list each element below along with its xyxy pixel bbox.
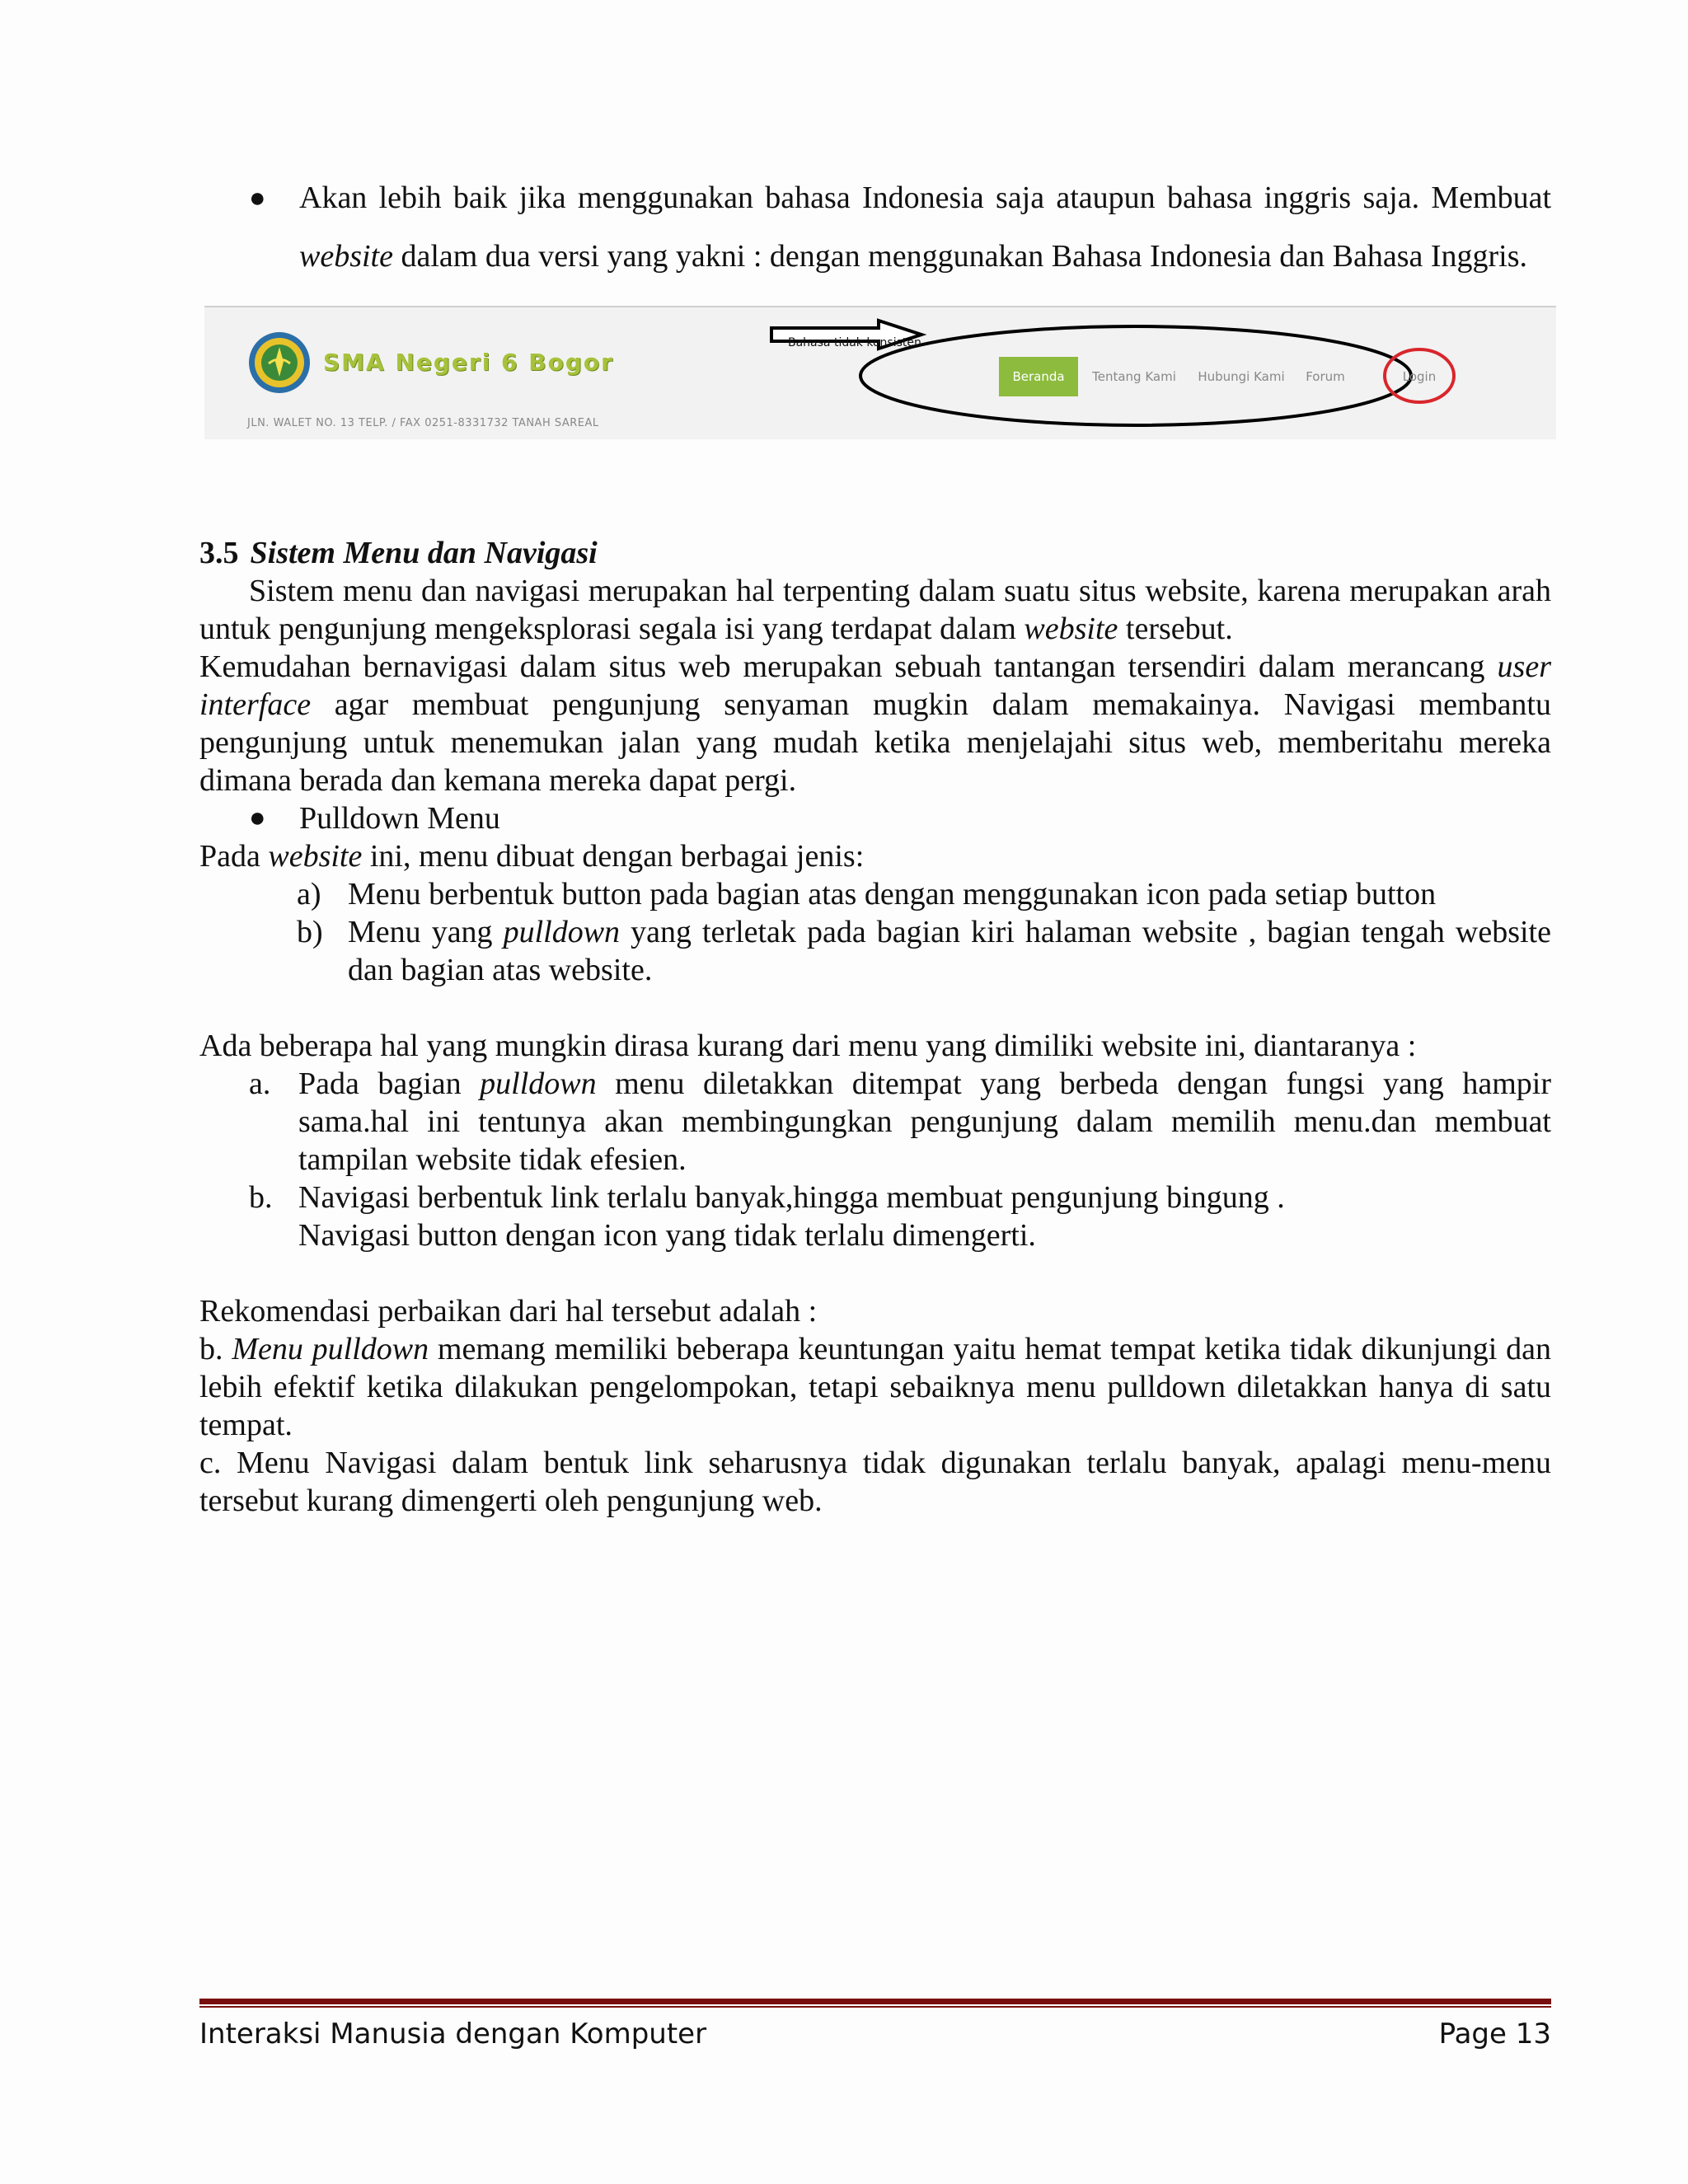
nav-tentang-kami[interactable]: Tentang Kami — [1092, 369, 1176, 384]
list-text-italic: pulldown — [503, 915, 621, 949]
paragraph-5: Rekomendasi perbaikan dari hal tersebut adalah : — [199, 1294, 818, 1329]
nav-hubungi-kami[interactable]: Hubungi Kami — [1198, 369, 1285, 384]
nav-beranda[interactable]: Beranda — [999, 357, 1078, 396]
footer-page-number: Page 13 — [1438, 2018, 1551, 2050]
list-text-a: Pada bagian — [298, 1066, 481, 1101]
section-heading — [199, 534, 1551, 572]
list-item — [199, 875, 1551, 913]
list-item — [199, 913, 1551, 989]
list-item — [199, 1065, 1551, 1179]
para6-b: Menu pulldown — [232, 1332, 429, 1366]
list-marker: b. — [249, 1180, 273, 1215]
bullet-pulldown — [199, 799, 1551, 837]
bullet-text-italic: website — [299, 239, 393, 274]
para3-a: Pada — [199, 839, 269, 874]
footer-title: Interaksi Manusia dengan Komputer — [199, 2018, 707, 2050]
annotation-label: Bahasa tidak konsisten — [788, 336, 921, 349]
bullet-text-a: Akan lebih baik jika menggunakan bahasa Indonesia saja ataupun bahasa inggris saja. Membuat — [299, 180, 1551, 215]
bullet-language — [199, 169, 1551, 286]
list-marker: b) — [297, 915, 323, 949]
section-number: 3.5 — [199, 536, 239, 570]
para3-c: ini, menu dibuat dengan berbagai jenis: — [362, 839, 865, 874]
list-item-continuation — [199, 1216, 1551, 1254]
list-marker: a. — [249, 1066, 271, 1101]
para1-c: tersebut. — [1118, 612, 1233, 646]
list-item — [199, 1179, 1551, 1216]
para2-b: user interface — [199, 649, 1551, 722]
paragraph-7: c. Menu Navigasi dalam bentuk link seharusnya tidak digunakan terlalu banyak, apalagi menu-menu tersebut kurang dimengerti oleh pengunjung web. — [199, 1446, 1551, 1518]
paragraph-2 — [199, 648, 1551, 799]
bullet-dot: ● — [249, 803, 266, 833]
footer-rule-thick — [199, 1999, 1551, 2004]
bullet-text-end: dalam dua versi yang yakni : dengan menggunakan Bahasa Indonesia dan Bahasa Inggris. — [392, 239, 1528, 274]
para2-a: Kemudahan bernavigasi dalam situs web merupakan sebuah tantangan tersendiri dalam merancang — [199, 649, 1498, 684]
para6-c: memang memiliki beberapa keuntungan yaitu hemat tempat ketika tidak dikunjungi dan lebih efektif ketika dilakukan pengelompokan, tetapi sebaiknya menu pulldown diletakkan hanya di satu tempat. — [199, 1332, 1552, 1442]
nav-forum[interactable]: Forum — [1306, 369, 1345, 384]
paragraph-4: Ada beberapa hal yang mungkin dirasa kurang dari menu yang dimiliki website ini, diantaranya : — [199, 1029, 1417, 1063]
website-header-screenshot — [204, 306, 1556, 439]
pulldown-bullet-text: Pulldown Menu — [299, 801, 500, 836]
school-address: JLN. WALET NO. 13 TELP. / FAX 0251-8331732 TANAH SAREAL — [247, 417, 599, 429]
list-text-italic: pulldown — [480, 1066, 597, 1101]
list-text: Navigasi button dengan icon yang tidak terlalu dimengerti. — [298, 1218, 1036, 1253]
para3-b: website — [268, 839, 363, 874]
bullet-dot: ● — [249, 183, 266, 213]
nav-login[interactable]: Login — [1402, 369, 1437, 384]
para1-b: website — [1024, 612, 1118, 646]
list-marker: a) — [297, 877, 321, 912]
page-content — [199, 169, 1551, 1520]
paragraph-1 — [199, 572, 1551, 648]
paragraph-6 — [199, 1330, 1551, 1444]
list-text-c: menu diletakkan ditempat yang berbeda dengan fungsi yang hampir sama.hal ini tentunya akan membingungkan pengunjung dalam memilih menu.dan membuat tampilan website tidak efesien. — [298, 1066, 1552, 1177]
list-text-c: yang terletak pada bagian kiri halaman website , bagian tengah website dan bagian atas website. — [348, 915, 1551, 987]
footer-rule-thin — [199, 2006, 1551, 2008]
paragraph-3 — [199, 837, 1551, 875]
list-text: Navigasi berbentuk link terlalu banyak,hingga membuat pengunjung bingung . — [298, 1180, 1285, 1215]
list-text: Menu berbentuk button pada bagian atas dengan menggunakan icon pada setiap button — [348, 877, 1437, 912]
para1-a: Sistem menu dan navigasi merupakan hal terpenting dalam suatu situs website, karena merupakan arah untuk pengunjung mengeksplorasi segala isi yang terdapat dalam — [199, 574, 1551, 646]
para6-a: b. — [199, 1332, 232, 1366]
list-text-a: Menu yang — [348, 915, 504, 949]
section-title: Sistem Menu dan Navigasi — [250, 536, 598, 570]
para2-c: agar membuat pengunjung senyaman mugkin dalam memakainya. Navigasi membantu pengunjung untuk menemukan jalan yang mudah ketika menjelajahi situs web, memberitahu mereka dimana berada dan kemana mereka dapat pergi. — [199, 687, 1551, 798]
school-name: SMA Negeri 6 Bogor — [323, 349, 614, 376]
